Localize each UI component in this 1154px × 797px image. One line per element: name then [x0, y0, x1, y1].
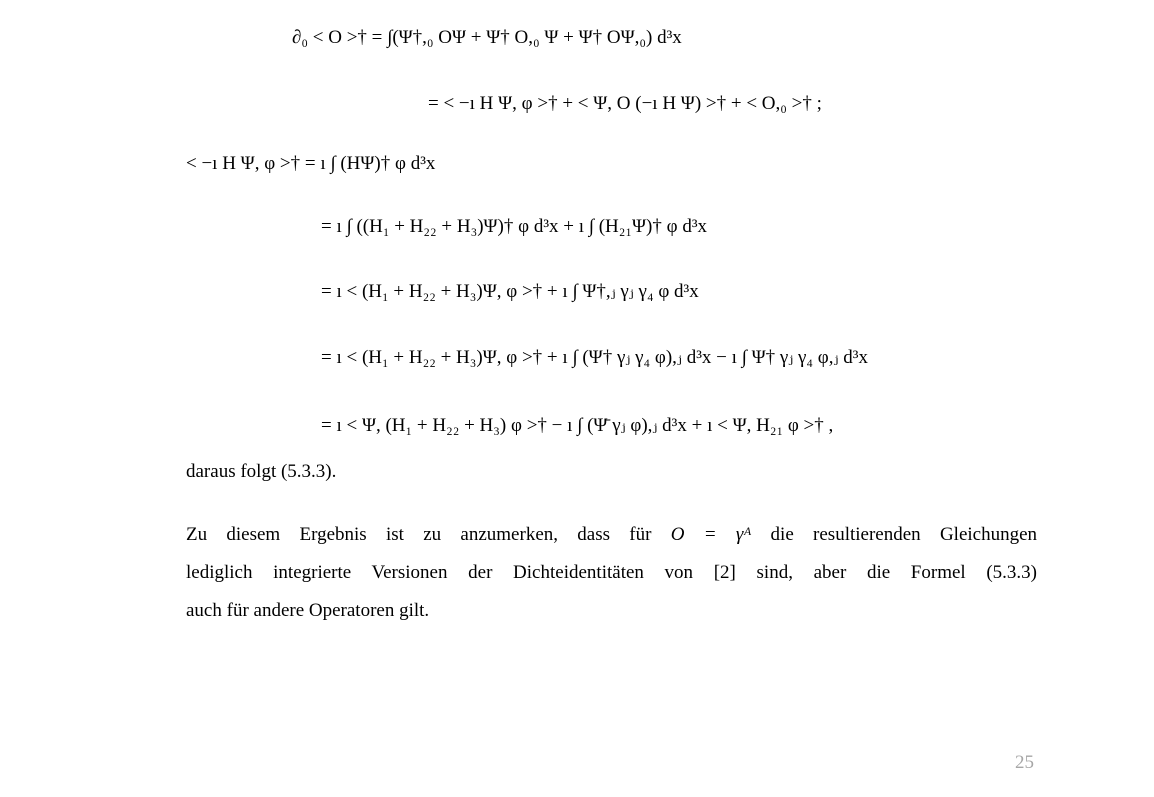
equation-3: < −ı H Ψ, φ >† = ı ∫ (HΨ)† φ d³x	[186, 153, 436, 174]
remark-line-2: lediglich integrierte Versionen der Dichteidentitäten von [2] sind, aber die Formel (5.3.3)	[186, 562, 1037, 583]
remark-line-1-end: die resultierenden Gleichungen	[770, 524, 1038, 545]
equation-2: = < −ı H Ψ, φ >† + < Ψ, O (−ı H Ψ) >† + < O,₀ >† ;	[428, 93, 822, 114]
remark-formula: O = γᴬ	[670, 524, 752, 545]
equation-7: = ı < Ψ, (H₁ + H₂₂ + H₃) φ >† − ı ∫ (Ψ̄ γⱼ φ),ⱼ d³x + ı < Ψ, H₂₁ φ >† ,	[321, 415, 834, 436]
page-number: 25	[1015, 752, 1034, 773]
equation-6: = ı < (H₁ + H₂₂ + H₃)Ψ, φ >† + ı ∫ (Ψ† γⱼ γ₄ φ),ⱼ d³x − ı ∫ Ψ† γⱼ γ₄ φ,ⱼ d³x	[321, 347, 868, 368]
equation-1: ∂₀ < O >† = ∫(Ψ†,₀ OΨ + Ψ† O,₀ Ψ + Ψ† OΨ,₀) d³x	[292, 27, 682, 48]
remark-line-3: auch für andere Operatoren gilt.	[186, 600, 430, 621]
remark-line-1	[186, 516, 1037, 554]
equation-5: = ı < (H₁ + H₂₂ + H₃)Ψ, φ >† + ı ∫ Ψ†,ⱼ γⱼ γ₄ φ d³x	[321, 281, 699, 302]
remark-line-1-start: Zu diesem Ergebnis ist zu anzumerken, dass für	[186, 524, 652, 545]
equation-4: = ı ∫ ((H₁ + H₂₂ + H₃)Ψ)† φ d³x + ı ∫ (H₂₁Ψ)† φ d³x	[321, 216, 708, 237]
conclusion-text: daraus folgt (5.3.3).	[186, 461, 337, 482]
